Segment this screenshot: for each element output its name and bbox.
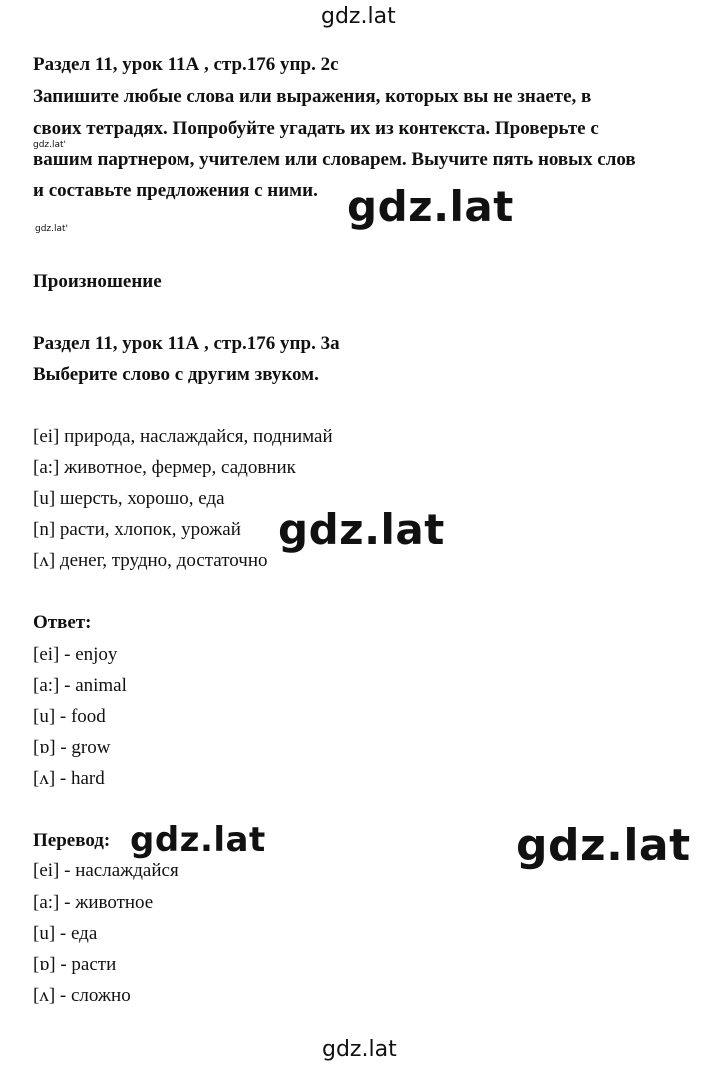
answer-item: [ɒ] - grow	[33, 737, 111, 758]
watermark-bottom: gdz.lat	[322, 1037, 397, 1062]
task2-item: [ʌ] денег, трудно, достаточно	[33, 550, 268, 571]
translation-item: [ɒ] - расти	[33, 954, 117, 975]
task2-item: [a:] животное, фермер, садовник	[33, 457, 296, 478]
task2-heading: Раздел 11, урок 11А , стр.176 упр. 3а	[33, 333, 340, 354]
translation-label: Перевод:	[33, 830, 111, 851]
task1-heading: Раздел 11, урок 11А , стр.176 упр. 2с	[33, 54, 339, 75]
watermark-large: gdz.lat	[347, 182, 514, 231]
task2-item: [ei] природа, наслаждайся, поднимай	[33, 426, 333, 447]
task2-instruction: Выберите слово с другим звуком.	[33, 364, 319, 385]
translation-item: [ʌ] - сложно	[33, 985, 131, 1006]
translation-item: [ei] - наслаждайся	[33, 860, 179, 881]
task1-text-line: и составьте предложения с ними.	[33, 180, 318, 201]
task1-text-line: Запишите любые слова или выражения, которых вы не знаете, в	[33, 86, 592, 107]
watermark-large: gdz.lat	[130, 820, 266, 860]
task2-item: [n] расти, хлопок, урожай	[33, 519, 241, 540]
watermark-large: gdz.lat	[516, 820, 691, 871]
section-title: Произношение	[33, 271, 162, 292]
task1-text-line: вашим партнером, учителем или словарем. Выучите пять новых слов	[33, 149, 636, 170]
answer-item: [ʌ] - hard	[33, 768, 105, 789]
translation-item: [u] - еда	[33, 923, 98, 944]
answer-item: [ei] - enjoy	[33, 644, 118, 665]
watermark-small: gdz.lat'	[33, 140, 67, 150]
watermark-small: gdz.lat'	[35, 224, 69, 234]
watermark-large: gdz.lat	[278, 505, 445, 554]
task1-text-line: своих тетрадях. Попробуйте угадать их из контекста. Проверьте с	[33, 118, 599, 139]
answer-label: Ответ:	[33, 612, 92, 633]
watermark-top: gdz.lat	[321, 4, 396, 29]
answer-item: [a:] - animal	[33, 675, 127, 696]
translation-item: [a:] - животное	[33, 892, 154, 913]
answer-item: [u] - food	[33, 706, 106, 727]
task2-item: [u] шерсть, хорошо, еда	[33, 488, 225, 509]
